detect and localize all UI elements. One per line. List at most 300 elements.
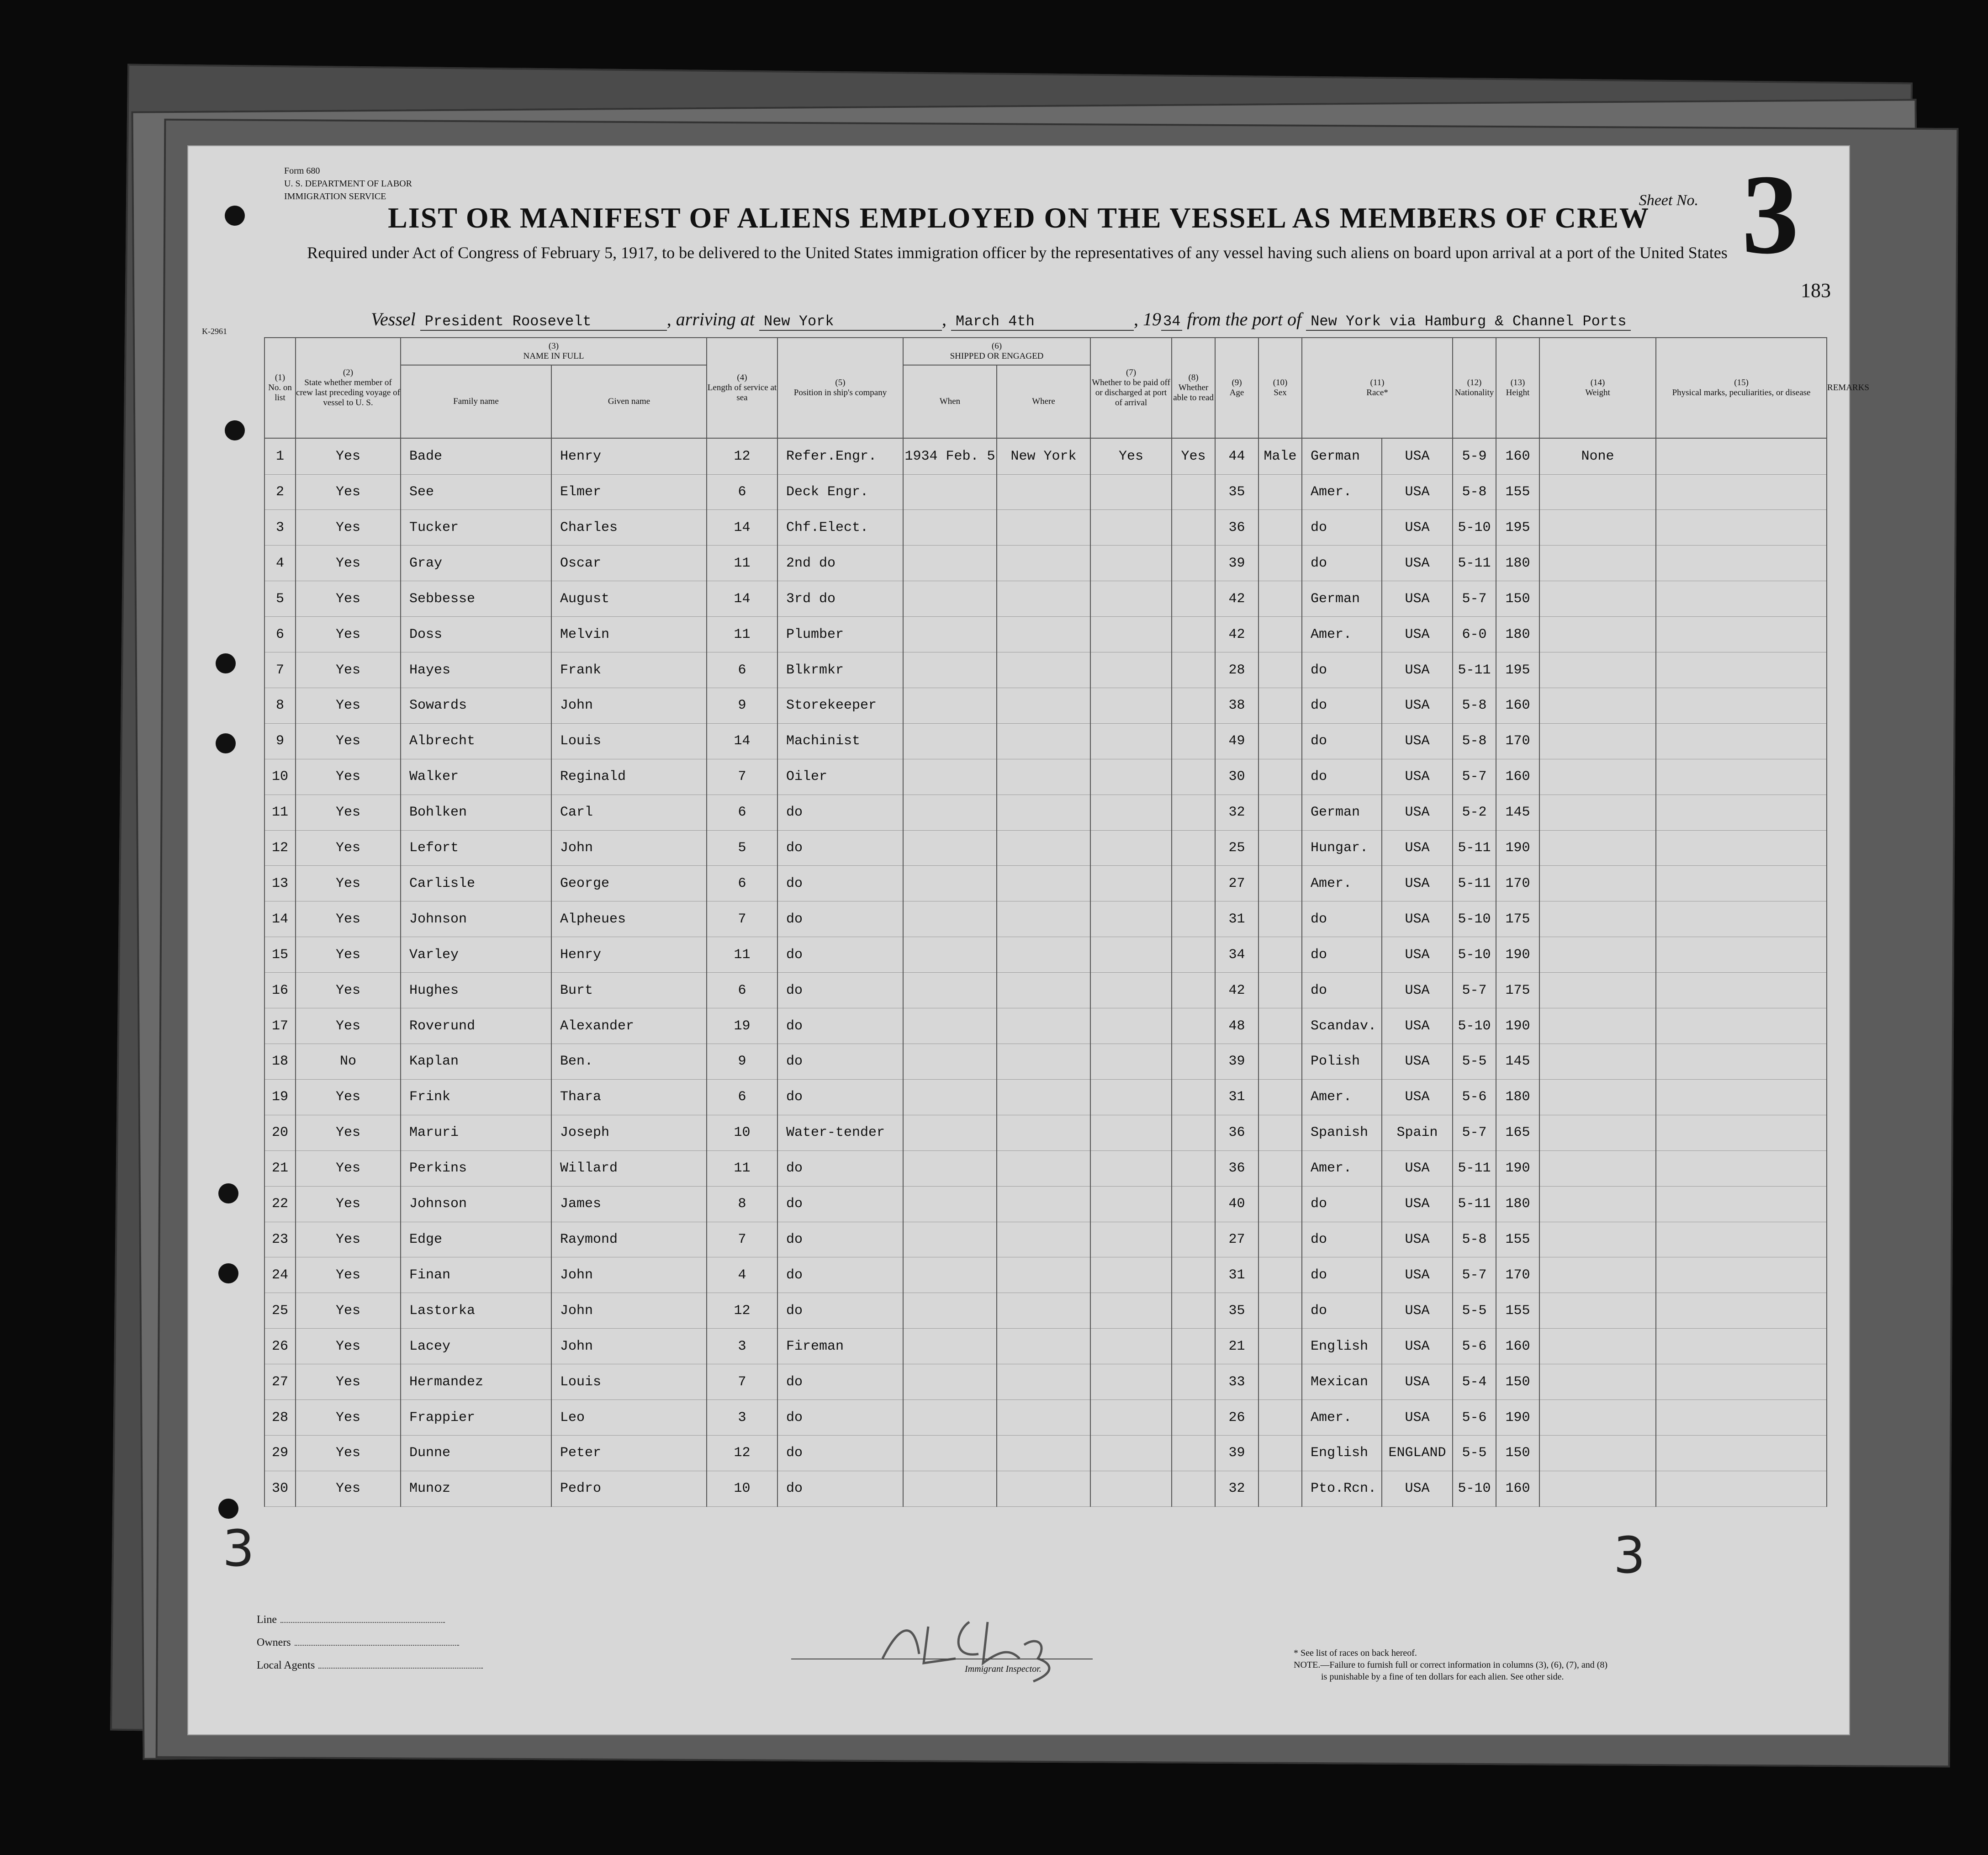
nationality-cell: USA — [1382, 1044, 1453, 1080]
sex-cell — [1258, 1329, 1302, 1364]
previous-voyage-cell: Yes — [296, 866, 401, 901]
able-to-read-cell — [1172, 1257, 1215, 1293]
position-cell: 3rd do — [777, 581, 903, 617]
length-of-service-cell: 3 — [707, 1400, 777, 1436]
given-name-cell: Ben. — [551, 1044, 707, 1080]
paid-off-cell — [1090, 617, 1172, 652]
race-cell: Hungar. — [1302, 830, 1382, 866]
family-name-cell: Johnson — [401, 1186, 551, 1222]
paid-off-cell — [1090, 795, 1172, 830]
previous-voyage-cell: Yes — [296, 795, 401, 830]
height-cell: 6-0 — [1453, 617, 1496, 652]
able-to-read-cell — [1172, 1364, 1215, 1400]
position-cell: do — [777, 1435, 903, 1471]
weight-cell: 190 — [1496, 1400, 1539, 1436]
age-cell: 36 — [1215, 510, 1258, 546]
remarks-cell — [1656, 438, 1827, 474]
age-cell: 31 — [1215, 1079, 1258, 1115]
previous-voyage-cell: Yes — [296, 1150, 401, 1186]
position-cell: do — [777, 1364, 903, 1400]
row-number-cell: 20 — [264, 1115, 296, 1150]
row-number-cell: 6 — [264, 617, 296, 652]
position-cell: do — [777, 1471, 903, 1506]
age-cell: 36 — [1215, 1115, 1258, 1150]
shipped-where-cell — [997, 652, 1090, 688]
length-of-service-cell: 6 — [707, 866, 777, 901]
shipped-when-cell — [903, 1150, 997, 1186]
sex-cell — [1258, 759, 1302, 795]
handwritten-sheet-number: 3 — [222, 1519, 254, 1578]
row-number-cell: 22 — [264, 1186, 296, 1222]
length-of-service-cell: 6 — [707, 1079, 777, 1115]
k-code: K-2961 — [202, 327, 227, 336]
previous-voyage-cell: Yes — [296, 1079, 401, 1115]
table-row — [264, 581, 1827, 617]
table-row — [264, 438, 1827, 474]
physical-marks-cell — [1539, 1435, 1656, 1471]
family-name-cell: Albrecht — [401, 723, 551, 759]
family-name-cell: Doss — [401, 617, 551, 652]
shipped-when-cell — [903, 617, 997, 652]
age-cell: 31 — [1215, 1257, 1258, 1293]
length-of-service-cell: 9 — [707, 1044, 777, 1080]
col-5-header: (5) Position in ship's company — [777, 338, 903, 438]
shipped-when-cell — [903, 795, 997, 830]
shipped-where-cell — [997, 795, 1090, 830]
remarks-cell — [1656, 617, 1827, 652]
family-name-cell: Varley — [401, 937, 551, 973]
paid-off-cell — [1090, 901, 1172, 937]
race-cell: do — [1302, 759, 1382, 795]
length-of-service-cell: 6 — [707, 474, 777, 510]
race-cell: do — [1302, 688, 1382, 723]
col-13-header: (13) Height — [1496, 338, 1539, 438]
shipped-where-cell — [997, 474, 1090, 510]
position-cell: Chf.Elect. — [777, 510, 903, 546]
able-to-read-cell — [1172, 1008, 1215, 1044]
length-of-service-cell: 5 — [707, 830, 777, 866]
length-of-service-cell: 11 — [707, 937, 777, 973]
nationality-cell: USA — [1382, 510, 1453, 546]
weight-cell: 160 — [1496, 438, 1539, 474]
arrival-port: New York — [759, 313, 942, 331]
arrival-date: March 4th — [951, 313, 1134, 331]
table-row — [264, 830, 1827, 866]
nationality-cell: USA — [1382, 759, 1453, 795]
physical-marks-cell — [1539, 1115, 1656, 1150]
weight-cell: 160 — [1496, 688, 1539, 723]
previous-voyage-cell: Yes — [296, 1186, 401, 1222]
height-cell: 5-4 — [1453, 1364, 1496, 1400]
age-cell: 38 — [1215, 688, 1258, 723]
year-prefix: 19 — [1143, 309, 1161, 329]
race-cell: Mexican — [1302, 1364, 1382, 1400]
shipped-when-cell — [903, 510, 997, 546]
weight-cell: 180 — [1496, 617, 1539, 652]
race-cell: German — [1302, 438, 1382, 474]
stamp-number: 183 — [1801, 279, 1831, 302]
remarks-cell — [1656, 830, 1827, 866]
sex-cell — [1258, 1471, 1302, 1506]
paid-off-cell — [1090, 1400, 1172, 1436]
row-number-cell: 11 — [264, 795, 296, 830]
row-number-cell: 29 — [264, 1435, 296, 1471]
table-row — [264, 759, 1827, 795]
table-row — [264, 1293, 1827, 1329]
height-cell: 5-11 — [1453, 830, 1496, 866]
sex-cell — [1258, 937, 1302, 973]
shipped-where-cell — [997, 510, 1090, 546]
given-name-cell: Oscar — [551, 546, 707, 581]
able-to-read-cell — [1172, 937, 1215, 973]
height-cell: 5-9 — [1453, 438, 1496, 474]
paid-off-cell: Yes — [1090, 438, 1172, 474]
remarks-cell — [1656, 1222, 1827, 1257]
shipped-when-cell — [903, 830, 997, 866]
physical-marks-cell — [1539, 1186, 1656, 1222]
previous-voyage-cell: Yes — [296, 973, 401, 1008]
line-label: Line — [257, 1614, 277, 1626]
table-row — [264, 1079, 1827, 1115]
table-row — [264, 510, 1827, 546]
remarks-cell — [1656, 652, 1827, 688]
length-of-service-cell: 14 — [707, 581, 777, 617]
family-name-cell: Frappier — [401, 1400, 551, 1436]
page-title: LIST OR MANIFEST OF ALIENS EMPLOYED ON THE VESSEL AS MEMBERS OF CREW — [388, 201, 1650, 234]
height-cell: 5-10 — [1453, 1008, 1496, 1044]
nationality-cell: USA — [1382, 1186, 1453, 1222]
row-number-cell: 23 — [264, 1222, 296, 1257]
height-cell: 5-5 — [1453, 1435, 1496, 1471]
race-cell: Pto.Rcn. — [1302, 1471, 1382, 1506]
height-cell: 5-7 — [1453, 1115, 1496, 1150]
race-cell: do — [1302, 723, 1382, 759]
nationality-cell: USA — [1382, 1364, 1453, 1400]
weight-cell: 190 — [1496, 1150, 1539, 1186]
able-to-read-cell — [1172, 830, 1215, 866]
given-name-cell: Henry — [551, 937, 707, 973]
race-cell: Spanish — [1302, 1115, 1382, 1150]
race-cell: German — [1302, 795, 1382, 830]
remarks-cell — [1656, 1293, 1827, 1329]
paid-off-cell — [1090, 973, 1172, 1008]
given-name-cell: John — [551, 1257, 707, 1293]
table-row — [264, 937, 1827, 973]
physical-marks-cell — [1539, 1471, 1656, 1506]
family-name-cell: Bohlken — [401, 795, 551, 830]
age-cell: 32 — [1215, 1471, 1258, 1506]
able-to-read-cell — [1172, 1293, 1215, 1329]
row-number-cell: 4 — [264, 546, 296, 581]
able-to-read-cell — [1172, 1186, 1215, 1222]
sex-cell — [1258, 901, 1302, 937]
given-name-cell: Alpheues — [551, 901, 707, 937]
able-to-read-cell — [1172, 1222, 1215, 1257]
punch-hole-icon — [218, 1263, 238, 1283]
physical-marks-cell — [1539, 1400, 1656, 1436]
physical-marks-cell — [1539, 1293, 1656, 1329]
able-to-read-cell — [1172, 688, 1215, 723]
length-of-service-cell: 10 — [707, 1115, 777, 1150]
remarks-cell — [1656, 581, 1827, 617]
shipped-when-cell — [903, 1329, 997, 1364]
table-row — [264, 795, 1827, 830]
col-6-header: (6) SHIPPED OR ENGAGED — [903, 338, 1090, 365]
col-12-header: (12) Nationality — [1453, 338, 1496, 438]
age-cell: 36 — [1215, 1150, 1258, 1186]
paid-off-cell — [1090, 688, 1172, 723]
remarks-cell — [1656, 546, 1827, 581]
shipped-where-cell — [997, 581, 1090, 617]
shipped-where-cell — [997, 617, 1090, 652]
position-cell: Plumber — [777, 617, 903, 652]
weight-cell: 165 — [1496, 1115, 1539, 1150]
shipped-when-cell — [903, 474, 997, 510]
table-row — [264, 474, 1827, 510]
shipped-when-cell — [903, 937, 997, 973]
table-row — [264, 1044, 1827, 1080]
shipped-when-cell — [903, 546, 997, 581]
previous-voyage-cell: Yes — [296, 901, 401, 937]
age-cell: 32 — [1215, 795, 1258, 830]
weight-cell: 175 — [1496, 901, 1539, 937]
from-label: from the port of — [1187, 309, 1302, 329]
length-of-service-cell: 6 — [707, 652, 777, 688]
race-cell: do — [1302, 937, 1382, 973]
able-to-read-cell — [1172, 1150, 1215, 1186]
previous-voyage-cell: Yes — [296, 1008, 401, 1044]
previous-voyage-cell: Yes — [296, 759, 401, 795]
age-cell: 39 — [1215, 546, 1258, 581]
sex-cell — [1258, 1186, 1302, 1222]
weight-cell: 180 — [1496, 1079, 1539, 1115]
row-number-cell: 17 — [264, 1008, 296, 1044]
age-cell: 26 — [1215, 1400, 1258, 1436]
physical-marks-cell — [1539, 723, 1656, 759]
given-name-cell: John — [551, 1293, 707, 1329]
table-row — [264, 901, 1827, 937]
family-name-cell: Maruri — [401, 1115, 551, 1150]
row-number-cell: 5 — [264, 581, 296, 617]
position-cell: Blkrmkr — [777, 652, 903, 688]
nationality-cell: USA — [1382, 1008, 1453, 1044]
sex-cell — [1258, 474, 1302, 510]
remarks-cell — [1656, 759, 1827, 795]
sex-cell — [1258, 1400, 1302, 1436]
shipped-when-cell — [903, 1222, 997, 1257]
family-name-cell: Perkins — [401, 1150, 551, 1186]
position-cell: do — [777, 1400, 903, 1436]
physical-marks-cell — [1539, 1008, 1656, 1044]
height-cell: 5-2 — [1453, 795, 1496, 830]
age-cell: 42 — [1215, 973, 1258, 1008]
remarks-cell — [1656, 1435, 1827, 1471]
race-cell: do — [1302, 1222, 1382, 1257]
able-to-read-cell — [1172, 1471, 1215, 1506]
column-number-row: (1) No. on list (2) State whether member of crew last preceding voyage of vessel to U. S. (3) NAME IN FULL (4) Length of service at sea (5) Position in ship's company (6) SHIPPED OR ENGAGED (7) Whether to be paid off or discharged at port of arrival (8) Whether able to read (9) Age (10) Sex (11) Race* (12) Nationality (13) Height (14) Weight (15) Physical marks, peculiarities, or disease REMARKS — [264, 338, 1827, 365]
col-4-header: (4) Length of service at sea — [707, 338, 777, 438]
col-11-header: (11) Race* — [1302, 338, 1453, 438]
physical-marks-cell — [1539, 688, 1656, 723]
crew-table — [264, 337, 1869, 1507]
paid-off-cell — [1090, 1115, 1172, 1150]
physical-marks-cell — [1539, 973, 1656, 1008]
length-of-service-cell: 7 — [707, 759, 777, 795]
sex-cell — [1258, 1115, 1302, 1150]
race-cell: Scandav. — [1302, 1008, 1382, 1044]
nationality-cell: USA — [1382, 652, 1453, 688]
nationality-cell: Spain — [1382, 1115, 1453, 1150]
paid-off-cell — [1090, 1044, 1172, 1080]
family-name-cell: Edge — [401, 1222, 551, 1257]
position-cell: do — [777, 795, 903, 830]
previous-voyage-cell: Yes — [296, 474, 401, 510]
length-of-service-cell: 10 — [707, 1471, 777, 1506]
remarks-cell — [1656, 510, 1827, 546]
shipped-where-cell — [997, 1044, 1090, 1080]
shipped-when-cell — [903, 759, 997, 795]
row-number-cell: 24 — [264, 1257, 296, 1293]
age-cell: 42 — [1215, 617, 1258, 652]
family-name-cell: Tucker — [401, 510, 551, 546]
previous-voyage-cell: Yes — [296, 830, 401, 866]
race-cell: German — [1302, 581, 1382, 617]
race-cell: do — [1302, 546, 1382, 581]
sex-cell — [1258, 973, 1302, 1008]
vessel-name: President Roosevelt — [420, 313, 667, 331]
position-cell: do — [777, 1293, 903, 1329]
when-header: When — [903, 365, 997, 438]
able-to-read-cell — [1172, 546, 1215, 581]
remarks-cell — [1656, 973, 1827, 1008]
family-name-header: Family name — [401, 365, 551, 438]
row-number-cell: 27 — [264, 1364, 296, 1400]
paid-off-cell — [1090, 652, 1172, 688]
sex-cell — [1258, 688, 1302, 723]
physical-marks-cell — [1539, 617, 1656, 652]
given-name-cell: Peter — [551, 1435, 707, 1471]
paid-off-cell — [1090, 1471, 1172, 1506]
able-to-read-cell — [1172, 510, 1215, 546]
paid-off-cell — [1090, 759, 1172, 795]
paid-off-cell — [1090, 1329, 1172, 1364]
row-number-cell: 18 — [264, 1044, 296, 1080]
remarks-cell — [1656, 723, 1827, 759]
position-cell: do — [777, 1186, 903, 1222]
paid-off-cell — [1090, 1222, 1172, 1257]
given-name-cell: Carl — [551, 795, 707, 830]
punch-hole-icon — [225, 420, 245, 440]
agents-field — [257, 1659, 483, 1672]
able-to-read-cell — [1172, 617, 1215, 652]
race-cell: do — [1302, 510, 1382, 546]
nationality-cell: USA — [1382, 1257, 1453, 1293]
able-to-read-cell — [1172, 652, 1215, 688]
given-name-cell: Alexander — [551, 1008, 707, 1044]
height-cell: 5-7 — [1453, 1257, 1496, 1293]
table-row — [264, 973, 1827, 1008]
weight-cell: 180 — [1496, 546, 1539, 581]
given-name-cell: John — [551, 688, 707, 723]
row-number-cell: 15 — [264, 937, 296, 973]
race-cell: do — [1302, 973, 1382, 1008]
table-row — [264, 866, 1827, 901]
family-name-cell: Lastorka — [401, 1293, 551, 1329]
previous-voyage-cell: Yes — [296, 688, 401, 723]
shipped-where-cell — [997, 546, 1090, 581]
row-number-cell: 19 — [264, 1079, 296, 1115]
position-cell: do — [777, 1257, 903, 1293]
row-number-cell: 13 — [264, 866, 296, 901]
table-row — [264, 1257, 1827, 1293]
shipped-where-cell — [997, 759, 1090, 795]
row-number-cell: 10 — [264, 759, 296, 795]
col-3-header: (3) NAME IN FULL — [401, 338, 707, 365]
shipped-when-cell — [903, 1044, 997, 1080]
given-name-cell: Raymond — [551, 1222, 707, 1257]
length-of-service-cell: 14 — [707, 723, 777, 759]
table-row — [264, 1329, 1827, 1364]
remarks-cell — [1656, 1079, 1827, 1115]
able-to-read-cell: Yes — [1172, 438, 1215, 474]
shipped-when-cell — [903, 973, 997, 1008]
paid-off-cell — [1090, 1150, 1172, 1186]
shipped-when-cell — [903, 1435, 997, 1471]
remarks-cell — [1656, 1257, 1827, 1293]
remarks-cell — [1656, 1364, 1827, 1400]
physical-marks-cell — [1539, 830, 1656, 866]
weight-cell: 155 — [1496, 1293, 1539, 1329]
shipped-when-cell — [903, 1186, 997, 1222]
shipped-where-cell — [997, 937, 1090, 973]
position-cell: 2nd do — [777, 546, 903, 581]
shipped-where-cell — [997, 1400, 1090, 1436]
shipped-when-cell — [903, 1400, 997, 1436]
family-name-cell: Bade — [401, 438, 551, 474]
shipped-when-cell — [903, 1257, 997, 1293]
previous-voyage-cell: Yes — [296, 1257, 401, 1293]
shipped-where-cell — [997, 688, 1090, 723]
nationality-cell: USA — [1382, 937, 1453, 973]
height-cell: 5-11 — [1453, 866, 1496, 901]
sex-cell — [1258, 1150, 1302, 1186]
given-name-cell: Henry — [551, 438, 707, 474]
nationality-cell: USA — [1382, 617, 1453, 652]
sex-cell — [1258, 1222, 1302, 1257]
age-cell: 49 — [1215, 723, 1258, 759]
age-cell: 31 — [1215, 901, 1258, 937]
punch-hole-icon — [216, 653, 236, 673]
nationality-cell: ENGLAND — [1382, 1435, 1453, 1471]
nationality-cell: USA — [1382, 973, 1453, 1008]
row-number-cell: 3 — [264, 510, 296, 546]
physical-marks-cell — [1539, 546, 1656, 581]
age-cell: 28 — [1215, 652, 1258, 688]
race-cell: Amer. — [1302, 866, 1382, 901]
physical-marks-cell — [1539, 759, 1656, 795]
given-name-cell: John — [551, 830, 707, 866]
row-number-cell: 30 — [264, 1471, 296, 1506]
able-to-read-cell — [1172, 1044, 1215, 1080]
age-cell: 39 — [1215, 1044, 1258, 1080]
height-cell: 5-11 — [1453, 1186, 1496, 1222]
position-cell: do — [777, 1008, 903, 1044]
paid-off-cell — [1090, 1008, 1172, 1044]
previous-voyage-cell: Yes — [296, 1329, 401, 1364]
physical-marks-cell — [1539, 652, 1656, 688]
height-cell: 5-10 — [1453, 1471, 1496, 1506]
height-cell: 5-11 — [1453, 652, 1496, 688]
